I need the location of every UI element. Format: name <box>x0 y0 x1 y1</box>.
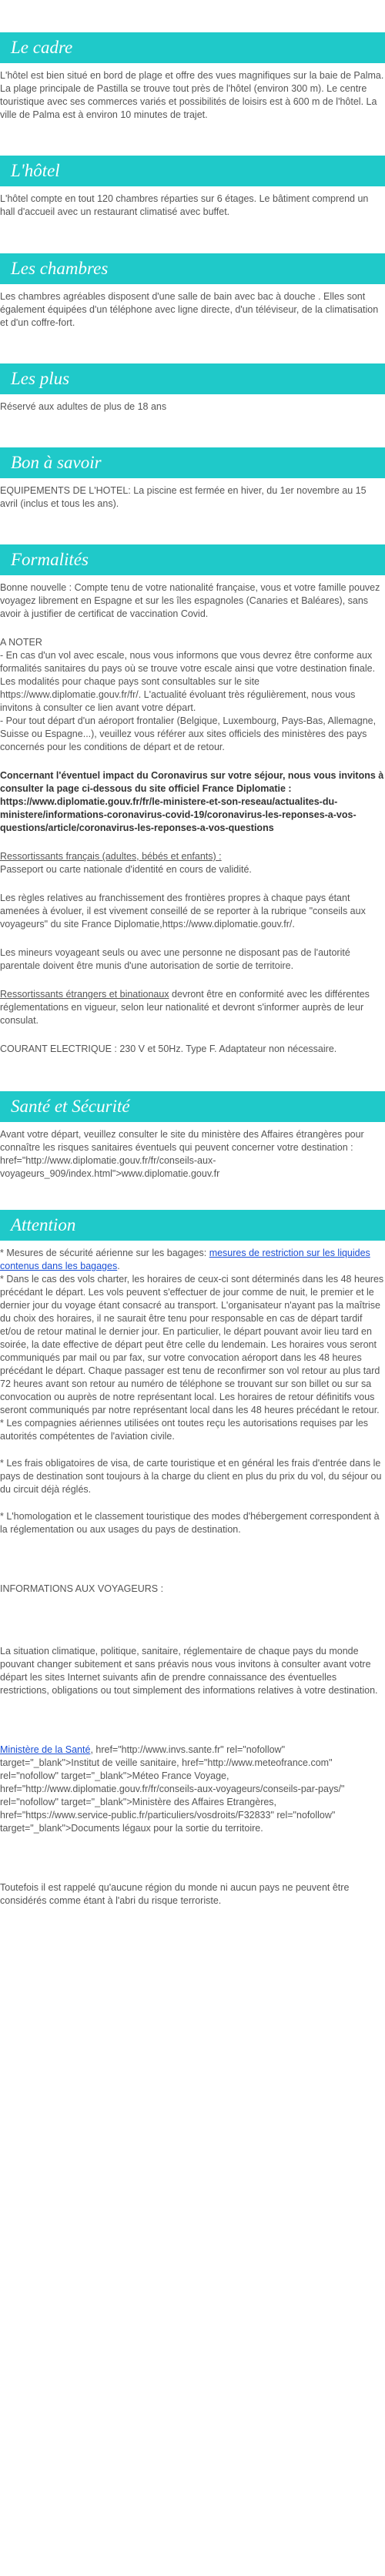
section-title: Formalités <box>0 544 385 575</box>
info-heading: INFORMATIONS AUX VOYAGEURS : <box>0 1583 164 1594</box>
paragraph: Les modalités pour chaque pays sont consultables sur le site https://www.diplomatie.gouv.fr/fr/. L'actualité évoluant très régulièrement, nous vous invitons à consulter ce lien avant votre départ. <box>0 676 356 713</box>
paragraph: * L'homologation et le classement touristique des modes d'hébergement correspondent à la réglementation ou aux usages du pays de destination. <box>0 1511 380 1535</box>
section-savoir <box>0 447 385 511</box>
liquids-restriction-link[interactable]: mesures de restriction sur les liquides contenus dans les bagages <box>0 1248 370 1271</box>
section-title: Le cadre <box>0 32 385 63</box>
paragraph: COURANT ELECTRIQUE : 230 V et 50Hz. Type F. Adaptateur non nécessaire. <box>0 1043 337 1054</box>
foreign-nationals-heading: Ressortissants étrangers et binationaux <box>0 989 169 1000</box>
section-plus <box>0 363 385 414</box>
section-attention <box>0 1210 385 1908</box>
paragraph <box>0 988 385 1027</box>
paragraph: * Les frais obligatoires de visa, de carte touristique et en général les frais d'entrée dans le pays de destination sont toujours à la charge du client en plus du prix du vol, du séjour ou du circuit déjà réglés. <box>0 1458 382 1495</box>
paragraph: * Les compagnies aériennes utilisées ont toutes reçu les autorisations requises par les autorités compétentes de l'aviation civile. <box>0 1418 369 1442</box>
paragraph: - En cas d'un vol avec escale, nous vous informons que vous devrez être conforme aux formalités sanitaires du pays où se trouve votre escale ainsi que votre destination finale. <box>0 650 376 674</box>
paragraph: La situation climatique, politique, sanitaire, réglementaire de chaque pays du monde pouvant changer subitement et sans préavis nous vous invitons à consulter avant votre départ les sites Internet suivants afin de prendre connaissance des éventuelles restrictions, obligations ou tout simplement des informations relatives à votre destination. <box>0 1646 378 1696</box>
note-heading: A NOTER <box>0 637 42 648</box>
section-text: L'hôtel est bien situé en bord de plage et offre des vues magnifiques sur la baie de Palma. La plage principale de Pastilla se trouve tout près de l'hôtel (environ 300 m). Le centre touristique avec ses commerces variés et possibilités de loisirs est à 600 m de l'hôtel. La ville de Palma est à environ 10 minutes de trajet. <box>0 70 384 120</box>
paragraph: - Pour tout départ d'un aéroport frontalier (Belgique, Luxembourg, Pays-Bas, Allemagne, Suisse ou Espagne...), veuillez vous référer aux sites officiels des ministères des pays concernés pour les conditions de départ et de retour. <box>0 715 377 752</box>
section-hotel <box>0 156 385 219</box>
paragraph <box>0 1744 385 1835</box>
links-text: , href="http://www.invs.sante.fr" rel="nofollow" target="_blank">Institut de veille sanitaire, href="http://www.meteofrance.com" rel="nofollow" target="_blank">Méteo France Voyage, href="http://www.diplomatie.gouv.fr/fr/conseils-aux-voyageurs/conseils-par-pays/" rel="nofollow" target="_blank">Ministère des Affaires Etrangères, href="https://www.service-public.fr/particuliers/vosdroits/F32833" rel="nofollow" target="_blank">Documents légaux pour la sortie du territoire. <box>0 1744 345 1834</box>
french-nationals-heading: Ressortissants français (adultes, bébés et enfants) : <box>0 851 222 862</box>
section-title: Attention <box>0 1210 385 1241</box>
section-cadre <box>0 32 385 122</box>
text: * Mesures de sécurité aérienne sur les bagages: <box>0 1248 209 1258</box>
paragraph: Les mineurs voyageant seuls ou avec une personne ne disposant pas de l'autorité parentale doivent être munis d'une autorisation de sortie de territoire. <box>0 947 350 971</box>
paragraph: Les règles relatives au franchissement des frontières propres à chaque pays étant amenées à évoluer, il est vivement conseillé de se reporter à la rubrique "conseils aux voyageurs" du site France Diplomatie,https://www.diplomatie.gouv.fr/. <box>0 893 366 930</box>
section-formalites <box>0 544 385 1056</box>
section-title: Bon à savoir <box>0 447 385 478</box>
section-text: Avant votre départ, veuillez consulter le site du ministère des Affaires étrangères pour connaître les risques sanitaires éventuels qui peuvent concerner votre destination : href="http://www.diplomatie.gouv.fr/fr/conseils-aux-voyageurs_909/index.html">www.diplomatie.gouv.fr <box>0 1129 364 1179</box>
foreign-nationals-text: devront être en conformité avec les différentes réglementations en vigueur, selon leur nationalité et devront s'informer auprès de leur consulat. <box>0 989 370 1026</box>
section-title: L'hôtel <box>0 156 385 186</box>
paragraph: Passeport ou carte nationale d'identité en cours de validité. <box>0 864 252 875</box>
paragraph <box>0 1247 385 1273</box>
section-text: L'hôtel compte en tout 120 chambres réparties sur 6 étages. Le bâtiment comprend un hall d'accueil avec un restaurant climatisé avec buffet. <box>0 193 369 217</box>
section-text: EQUIPEMENTS DE L'HOTEL: La piscine est fermée en hiver, du 1er novembre au 15 avril (inclus et tous les ans). <box>0 485 367 509</box>
section-sante <box>0 1091 385 1181</box>
section-text: Les chambres agréables disposent d'une salle de bain avec bac à douche . Elles sont également équipées d'un téléphone avec ligne directe, d'un téléviseur, de la climatisation et d'un coffre-fort. <box>0 291 379 328</box>
section-title: Les plus <box>0 363 385 394</box>
text: . <box>117 1261 120 1271</box>
paragraph: Toutefois il est rappelé qu'aucune région du monde ni aucun pays ne peuvent être considérés comme étant à l'abri du risque terroriste. <box>0 1882 350 1906</box>
section-chambres <box>0 253 385 330</box>
section-title: Santé et Sécurité <box>0 1091 385 1122</box>
section-title: Les chambres <box>0 253 385 284</box>
section-text: Réservé aux adultes de plus de 18 ans <box>0 401 167 412</box>
health-ministry-link[interactable]: Ministère de la Santé <box>0 1744 91 1755</box>
coronavirus-notice: Concernant l'éventuel impact du Coronavirus sur votre séjour, nous vous invitons à consulter la page ci-dessous du site officiel France Diplomatie : https://www.diplomatie.gouv.fr/fr/le-ministere-et-son-reseau/actualites-du-ministere/informations-coronavirus-covid-19/coronavirus-les-reponses-a-vos-questions/article/coronavirus-les-reponses-a-vos-questions <box>0 770 384 833</box>
paragraph: * Dans le cas des vols charter, les horaires de ceux-ci sont déterminés dans les 48 heures précédant le départ. Les vols peuvent s'effectuer de jour comme de nuit, le premier et le dernier jour du voyage étant consacré au transport. L'organisateur n'ayant pas la maîtrise du choix des horaires, il ne saurait être tenu pour responsable en cas de départ tardif et/ou de retour matinal le dernier jour. En particulier, le départ pouvant avoir lieu tard en soirée, la date effective de départ peut être celle du lendemain. Les horaires vous seront communiqués par mail ou par fax, sur votre convocation aéroport dans les 48 heures précédant le départ. Chaque passager est tenu de reconfirmer son vol retour au plus tard 72 heures avant son retour au numéro de téléphone se trouvant sur son billet ou sur sa convocation ou auprès de notre représentant local. Les horaires de retour définitifs vous seront communiqués par notre représentant local dans les 48 heures précédant le retour. <box>0 1274 384 1415</box>
paragraph: Bonne nouvelle : Compte tenu de votre nationalité française, vous et votre famille pouvez voyagez librement en Espagne et sur les îles espagnoles (Canaries et Baléares), sans avoir à justifier de certificat de vaccination Covid. <box>0 582 380 619</box>
